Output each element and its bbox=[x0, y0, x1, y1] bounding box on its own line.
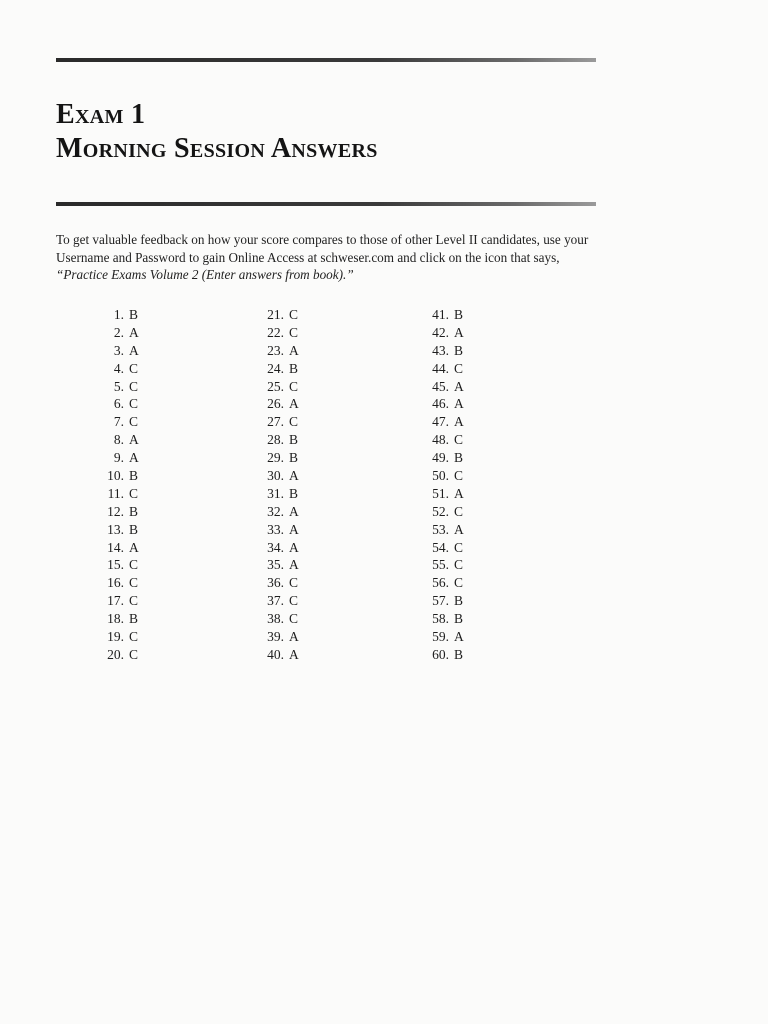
answer-letter: C bbox=[454, 539, 464, 555]
title-line-exam: Exam 1 bbox=[56, 99, 146, 130]
answer-item bbox=[256, 449, 299, 467]
answer-item bbox=[96, 360, 139, 378]
answer-letter: B bbox=[289, 485, 299, 501]
answer-letter: B bbox=[454, 646, 464, 662]
answer-item bbox=[256, 467, 299, 485]
question-number: 12. bbox=[107, 503, 124, 519]
answer-item bbox=[96, 395, 139, 413]
answer-item bbox=[421, 378, 464, 396]
question-number: 46. bbox=[432, 396, 449, 412]
answer-item bbox=[421, 556, 464, 574]
answer-letter: A bbox=[454, 521, 464, 537]
question-number: 38. bbox=[267, 611, 284, 627]
answer-letter: A bbox=[289, 539, 299, 555]
answer-letter: A bbox=[129, 432, 139, 448]
intro-emphasis: “Practice Exams Volume 2 (Enter answers from book).” bbox=[56, 267, 354, 282]
question-number: 22. bbox=[267, 324, 284, 340]
question-number: 35. bbox=[267, 557, 284, 573]
question-number: 31. bbox=[267, 485, 284, 501]
answer-item bbox=[96, 646, 139, 664]
question-number: 28. bbox=[267, 432, 284, 448]
answer-item bbox=[421, 646, 464, 664]
answer-item bbox=[96, 503, 139, 521]
answer-letter: C bbox=[454, 503, 464, 519]
answer-item bbox=[96, 378, 139, 396]
question-number: 57. bbox=[432, 593, 449, 609]
answer-letter: C bbox=[454, 360, 464, 376]
answer-item bbox=[421, 449, 464, 467]
answer-item bbox=[421, 413, 464, 431]
question-number: 36. bbox=[267, 575, 284, 591]
answer-letter: A bbox=[289, 557, 299, 573]
answer-letter: B bbox=[454, 593, 464, 609]
question-number: 13. bbox=[107, 521, 124, 537]
answer-item bbox=[421, 324, 464, 342]
intro-paragraph bbox=[56, 231, 601, 284]
question-number: 26. bbox=[267, 396, 284, 412]
question-number: 41. bbox=[432, 307, 449, 322]
answer-letter: B bbox=[289, 360, 299, 376]
answer-letter: C bbox=[129, 646, 139, 662]
header-rule-bottom bbox=[56, 202, 596, 206]
question-number: 30. bbox=[267, 468, 284, 484]
answer-letter: A bbox=[129, 450, 139, 466]
answer-letter: A bbox=[454, 378, 464, 394]
answer-letter: C bbox=[129, 557, 139, 573]
question-number: 23. bbox=[267, 342, 284, 358]
answer-letter: B bbox=[129, 307, 139, 322]
question-number: 33. bbox=[267, 521, 284, 537]
question-number: 34. bbox=[267, 539, 284, 555]
question-number: 10. bbox=[107, 468, 124, 484]
answer-letter: C bbox=[129, 414, 139, 430]
answer-item bbox=[421, 610, 464, 628]
answer-letter: A bbox=[454, 414, 464, 430]
header-rule-top bbox=[56, 58, 596, 62]
answer-column-1 bbox=[96, 306, 139, 664]
question-number: 58. bbox=[432, 611, 449, 627]
intro-text: To get valuable feedback on how your score compares to those of other Level II candidates, use your Username and Password to gain Online Access at schweser.com and click on the icon that says, bbox=[56, 232, 589, 265]
answer-item bbox=[96, 449, 139, 467]
answer-item bbox=[96, 521, 139, 539]
question-number: 5. bbox=[113, 378, 124, 394]
question-number: 14. bbox=[107, 539, 124, 555]
question-number: 39. bbox=[267, 629, 284, 645]
question-number: 29. bbox=[267, 450, 284, 466]
question-number: 52. bbox=[432, 503, 449, 519]
answer-item bbox=[421, 395, 464, 413]
answer-item bbox=[256, 413, 299, 431]
answer-column-3 bbox=[421, 306, 464, 664]
answer-letter: A bbox=[129, 324, 139, 340]
answer-item bbox=[421, 306, 464, 324]
answer-item bbox=[421, 628, 464, 646]
answer-letter: B bbox=[129, 503, 139, 519]
question-number: 43. bbox=[432, 342, 449, 358]
answer-letter: C bbox=[289, 324, 299, 340]
answer-letter: C bbox=[289, 593, 299, 609]
answer-item bbox=[256, 395, 299, 413]
answer-item bbox=[421, 503, 464, 521]
question-number: 53. bbox=[432, 521, 449, 537]
question-number: 3. bbox=[113, 342, 124, 358]
question-number: 32. bbox=[267, 503, 284, 519]
answer-item bbox=[421, 431, 464, 449]
answer-item bbox=[256, 592, 299, 610]
answer-item bbox=[421, 574, 464, 592]
answer-letter: C bbox=[289, 414, 299, 430]
answer-item bbox=[256, 610, 299, 628]
answer-item bbox=[421, 342, 464, 360]
answer-item bbox=[96, 306, 139, 324]
answer-item bbox=[256, 342, 299, 360]
answer-letter: A bbox=[289, 342, 299, 358]
answer-item bbox=[421, 467, 464, 485]
answer-letter: C bbox=[454, 575, 464, 591]
answer-letter: A bbox=[289, 521, 299, 537]
answer-key bbox=[0, 306, 768, 666]
answer-letter: B bbox=[289, 432, 299, 448]
answer-item bbox=[256, 574, 299, 592]
answer-item bbox=[96, 342, 139, 360]
question-number: 55. bbox=[432, 557, 449, 573]
answer-item bbox=[256, 306, 299, 324]
question-number: 47. bbox=[432, 414, 449, 430]
question-number: 27. bbox=[267, 414, 284, 430]
answer-letter: A bbox=[129, 342, 139, 358]
question-number: 17. bbox=[107, 593, 124, 609]
answer-letter: B bbox=[129, 611, 139, 627]
question-number: 24. bbox=[267, 360, 284, 376]
answer-letter: C bbox=[289, 378, 299, 394]
answer-item bbox=[96, 610, 139, 628]
answer-item bbox=[421, 539, 464, 557]
answer-letter: C bbox=[289, 611, 299, 627]
answer-letter: C bbox=[289, 575, 299, 591]
answer-letter: A bbox=[289, 396, 299, 412]
answer-letter: A bbox=[454, 396, 464, 412]
answer-item bbox=[421, 521, 464, 539]
answer-letter: A bbox=[454, 324, 464, 340]
answer-letter: C bbox=[129, 360, 139, 376]
answer-letter: B bbox=[454, 307, 464, 322]
answer-letter: C bbox=[129, 629, 139, 645]
answer-letter: C bbox=[454, 557, 464, 573]
answer-item bbox=[96, 431, 139, 449]
answer-letter: C bbox=[289, 307, 299, 322]
question-number: 19. bbox=[107, 629, 124, 645]
question-number: 50. bbox=[432, 468, 449, 484]
answer-letter: A bbox=[289, 468, 299, 484]
answer-item bbox=[256, 485, 299, 503]
answer-item bbox=[256, 628, 299, 646]
answer-letter: C bbox=[129, 575, 139, 591]
question-number: 40. bbox=[267, 646, 284, 662]
question-number: 2. bbox=[113, 324, 124, 340]
question-number: 8. bbox=[113, 432, 124, 448]
question-number: 21. bbox=[267, 307, 284, 322]
question-number: 18. bbox=[107, 611, 124, 627]
answer-letter: A bbox=[454, 485, 464, 501]
answer-item bbox=[256, 539, 299, 557]
answer-letter: B bbox=[289, 450, 299, 466]
answer-item bbox=[256, 324, 299, 342]
answer-item bbox=[96, 324, 139, 342]
question-number: 45. bbox=[432, 378, 449, 394]
answer-letter: B bbox=[454, 450, 464, 466]
answer-letter: C bbox=[129, 485, 139, 501]
answer-item bbox=[256, 521, 299, 539]
answer-item bbox=[96, 592, 139, 610]
answer-item bbox=[421, 360, 464, 378]
answer-item bbox=[96, 628, 139, 646]
answer-item bbox=[256, 646, 299, 664]
answer-letter: A bbox=[289, 503, 299, 519]
answer-letter: A bbox=[289, 629, 299, 645]
question-number: 1. bbox=[113, 307, 124, 322]
answer-letter: B bbox=[454, 342, 464, 358]
answer-item bbox=[421, 592, 464, 610]
question-number: 16. bbox=[107, 575, 124, 591]
answer-item bbox=[96, 413, 139, 431]
answer-item bbox=[256, 378, 299, 396]
question-number: 49. bbox=[432, 450, 449, 466]
answer-letter: B bbox=[129, 521, 139, 537]
question-number: 42. bbox=[432, 324, 449, 340]
question-number: 7. bbox=[113, 414, 124, 430]
answer-letter: A bbox=[454, 629, 464, 645]
question-number: 15. bbox=[107, 557, 124, 573]
answer-letter: B bbox=[129, 468, 139, 484]
answer-column-2 bbox=[256, 306, 299, 664]
answer-item bbox=[256, 556, 299, 574]
answer-letter: C bbox=[129, 396, 139, 412]
answer-letter: C bbox=[454, 468, 464, 484]
answer-item bbox=[256, 503, 299, 521]
answer-item bbox=[256, 431, 299, 449]
question-number: 56. bbox=[432, 575, 449, 591]
question-number: 9. bbox=[113, 450, 124, 466]
question-number: 44. bbox=[432, 360, 449, 376]
answer-item bbox=[96, 539, 139, 557]
answer-letter: C bbox=[129, 378, 139, 394]
answer-letter: A bbox=[129, 539, 139, 555]
question-number: 37. bbox=[267, 593, 284, 609]
answer-item bbox=[96, 574, 139, 592]
answer-item bbox=[96, 485, 139, 503]
question-number: 25. bbox=[267, 378, 284, 394]
question-number: 20. bbox=[107, 646, 124, 662]
answer-item bbox=[96, 467, 139, 485]
answer-item bbox=[421, 485, 464, 503]
answer-letter: A bbox=[289, 646, 299, 662]
answer-item bbox=[96, 556, 139, 574]
question-number: 4. bbox=[113, 360, 124, 376]
answer-letter: C bbox=[129, 593, 139, 609]
question-number: 60. bbox=[432, 646, 449, 662]
question-number: 59. bbox=[432, 629, 449, 645]
answer-letter: C bbox=[454, 432, 464, 448]
answer-item bbox=[256, 360, 299, 378]
question-number: 6. bbox=[113, 396, 124, 412]
title-line-session: Morning Session Answers bbox=[56, 133, 378, 164]
page-title bbox=[56, 98, 378, 166]
question-number: 54. bbox=[432, 539, 449, 555]
question-number: 48. bbox=[432, 432, 449, 448]
answer-letter: B bbox=[454, 611, 464, 627]
question-number: 51. bbox=[432, 485, 449, 501]
question-number: 11. bbox=[107, 485, 124, 501]
